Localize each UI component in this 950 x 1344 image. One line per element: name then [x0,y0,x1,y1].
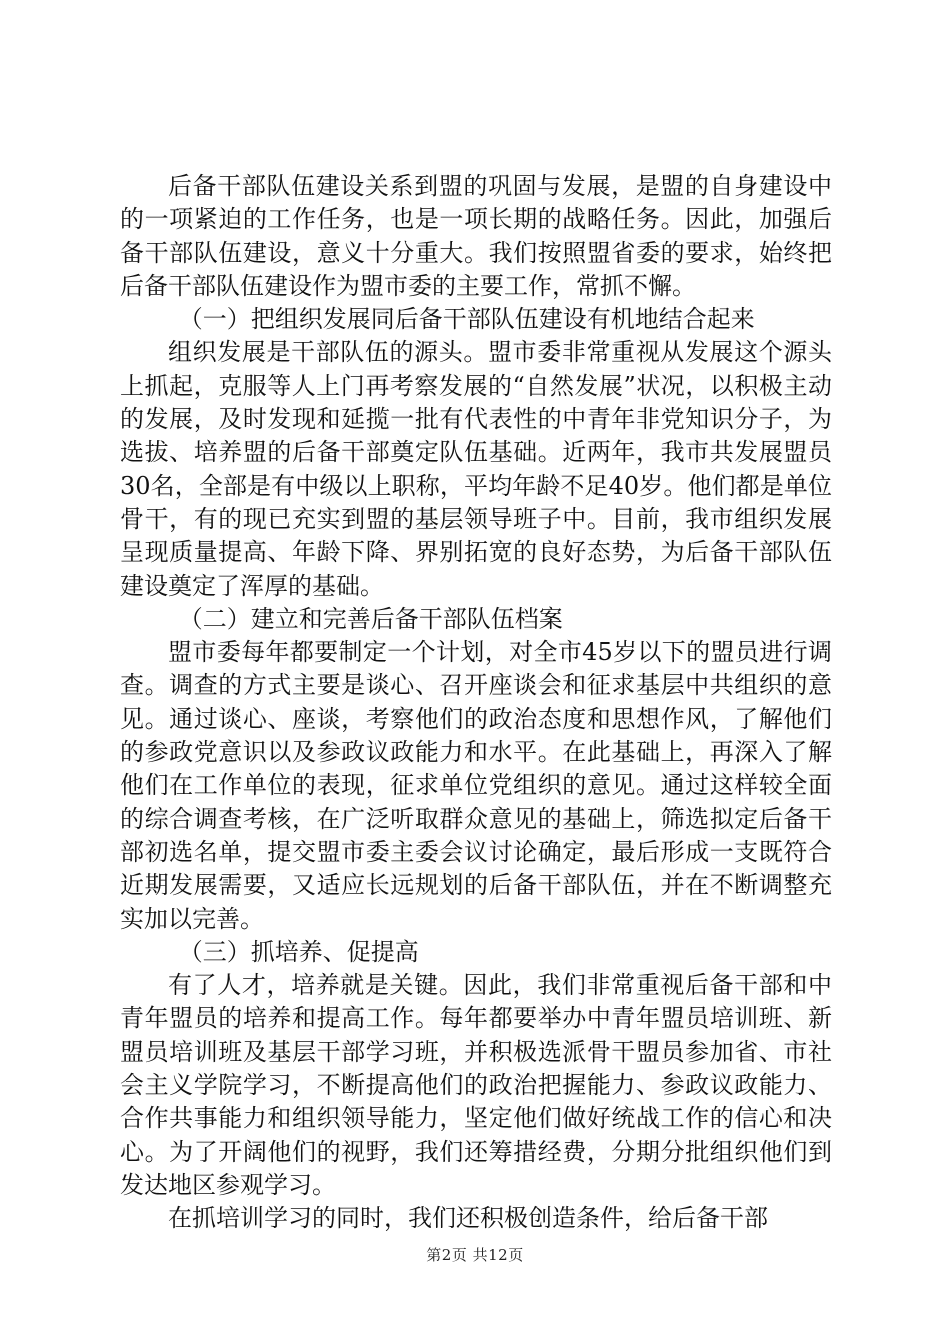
section-heading-1: （一）把组织发展同后备干部队伍建设有机地结合起来 [178,305,755,334]
paragraph-continued: 在抓培训学习的同时，我们还积极创造条件，给后备干部 [168,1204,768,1233]
document-body [120,170,832,1236]
paragraph-section-2: 盟市委每年都要制定一个计划，对全市45岁以下的盟员进行调查。调查的方式主要是谈心、召开座谈会和征求基层中共组织的意见。通过谈心、座谈，考察他们的政治态度和思想作风，了解他们的参政党意识以及参政议政能力和水平。在此基础上，再深入了解他们在工作单位的表现，征求单位党组织的意见。通过这样较全面的综合调查考核，在广泛听取群众意见的基础上，筛选拟定后备干部初选名单，提交盟市委主委会议讨论确定，最后形成一支既符合近期发展需要，又适应长远规划的后备干部队伍，并在不断调整充实加以完善。 [120,638,832,933]
section-heading-3: （三）抓培养、促提高 [178,937,419,966]
paragraph-intro: 后备干部队伍建设关系到盟的巩固与发展，是盟的自身建设中的一项紧迫的工作任务，也是一项长期的战略任务。因此，加强后备干部队伍建设，意义十分重大。我们按照盟省委的要求，始终把后备干部队伍建设作为盟市委的主要工作，常抓不懈。 [120,172,832,300]
page-number-footer: 第2页 共12页 [426,1246,524,1264]
section-heading-2: （二）建立和完善后备干部队伍档案 [178,604,563,633]
paragraph-section-1: 组织发展是干部队伍的源头。盟市委非常重视从发展这个源头上抓起，克服等人上门再考察发展的“自然发展”状况，以积极主动的发展，及时发现和延揽一批有代表性的中青年非党知识分子，为选拔、培养盟的后备干部奠定队伍基础。近两年，我市共发展盟员30名，全部是有中级以上职称，平均年龄不足40岁。他们都是单位骨干，有的现已充实到盟的基层领导班子中。目前，我市组织发展呈现质量提高、年龄下降、界别拓宽的良好态势，为后备干部队伍建设奠定了浑厚的基础。 [120,338,832,600]
paragraph-section-3: 有了人才，培养就是关键。因此，我们非常重视后备干部和中青年盟员的培养和提高工作。每年都要举办中青年盟员培训班、新盟员培训班及基层干部学习班，并积极选派骨干盟员参加省、市社会主义学院学习，不断提高他们的政治把握能力、参政议政能力、合作共事能力和组织领导能力，坚定他们做好统战工作的信心和决心。为了开阔他们的视野，我们还筹措经费，分期分批组织他们到发达地区参观学习。 [120,971,832,1199]
